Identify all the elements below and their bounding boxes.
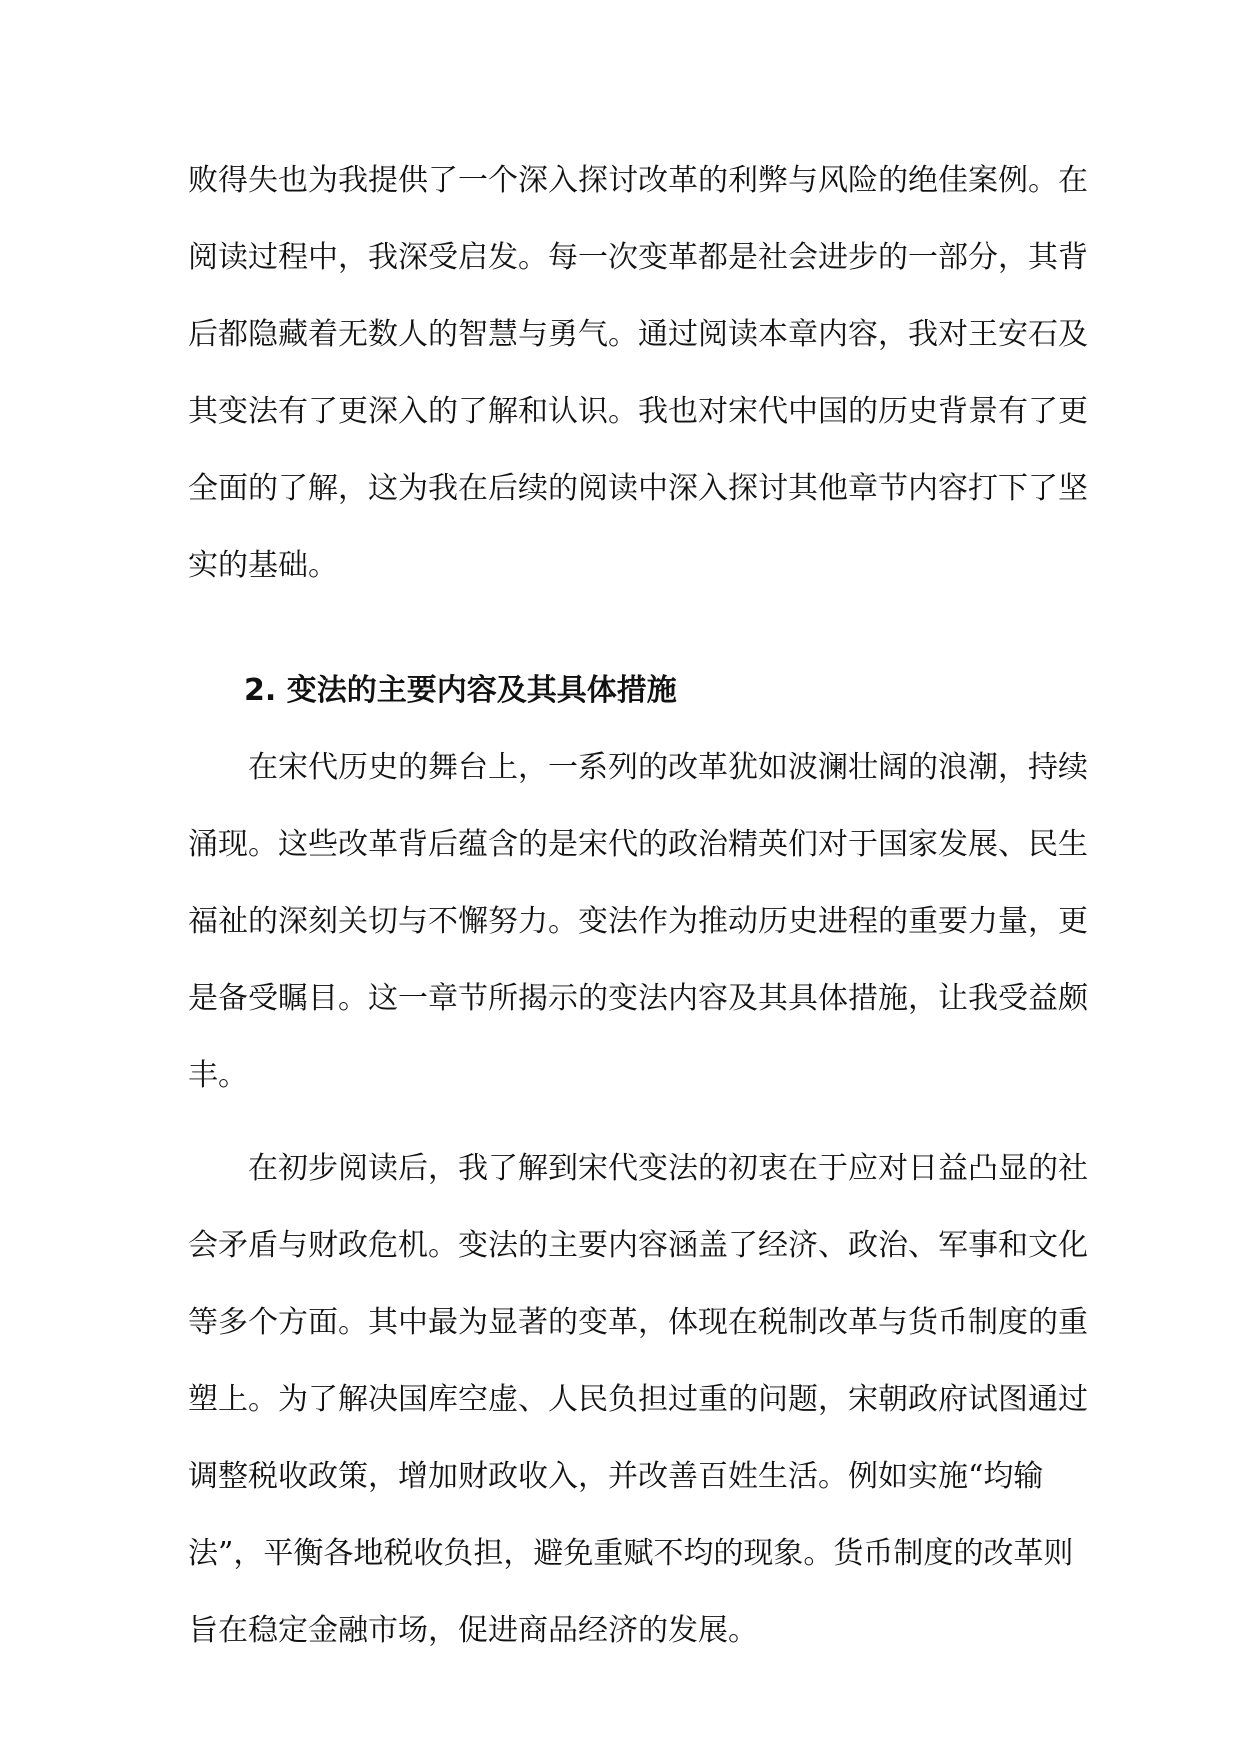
- text-line: 丰。: [188, 1058, 248, 1093]
- paragraph-continuation: [188, 142, 1088, 604]
- spacer: [188, 1114, 1056, 1130]
- text-line: 会矛盾与财政危机。变法的主要内容涵盖了经济、政治、军事和文化: [188, 1228, 1088, 1263]
- text-line: 福祉的深刻关切与不懈努力。变法作为推动历史进程的重要力量，更: [188, 904, 1088, 939]
- section-heading: 2. 变法的主要内容及其具体措施: [244, 673, 677, 708]
- text-line: 调整税收政策，增加财政收入，并改善百姓生活。例如实施“均输: [188, 1459, 1044, 1494]
- text-line: 等多个方面。其中最为显著的变革，体现在税制改革与货币制度的重: [188, 1305, 1088, 1340]
- text-line: 败得失也为我提供了一个深入探讨改革的利弊与风险的绝佳案例。在: [188, 163, 1088, 198]
- text-line: 法”，平衡各地税收负担，避免重赋不均的现象。货币制度的改革则: [188, 1536, 1074, 1571]
- paragraph-intro: [188, 729, 1088, 1114]
- text-line: 塑上。为了解决国库空虚、人民负担过重的问题，宋朝政府试图通过: [188, 1382, 1088, 1417]
- text-line: 全面的了解，这为我在后续的阅读中深入探讨其他章节内容打下了坚: [188, 471, 1088, 506]
- text-line: 阅读过程中，我深受启发。每一次变革都是社会进步的一部分，其背: [188, 240, 1088, 275]
- text-line: 涌现。这些改革背后蕴含的是宋代的政治精英们对于国家发展、民生: [188, 827, 1088, 862]
- text-line: 其变法有了更深入的了解和认识。我也对宋代中国的历史背景有了更: [188, 394, 1088, 429]
- paragraph-reform-details: [188, 1130, 1088, 1669]
- document-body: [188, 142, 1088, 1669]
- text-line: 在初步阅读后，我了解到宋代变法的初衷在于应对日益凸显的社: [248, 1151, 1088, 1186]
- text-line: 在宋代历史的舞台上，一系列的改革犹如波澜壮阔的浪潮，持续: [248, 750, 1088, 785]
- text-line: 是备受瞩目。这一章节所揭示的变法内容及其具体措施，让我受益颇: [188, 981, 1088, 1016]
- spacer: [188, 604, 1056, 652]
- text-line: 后都隐藏着无数人的智慧与勇气。通过阅读本章内容，我对王安石及: [188, 317, 1088, 352]
- text-line: 旨在稳定金融市场，促进商品经济的发展。: [188, 1613, 758, 1648]
- text-line: 实的基础。: [188, 548, 338, 583]
